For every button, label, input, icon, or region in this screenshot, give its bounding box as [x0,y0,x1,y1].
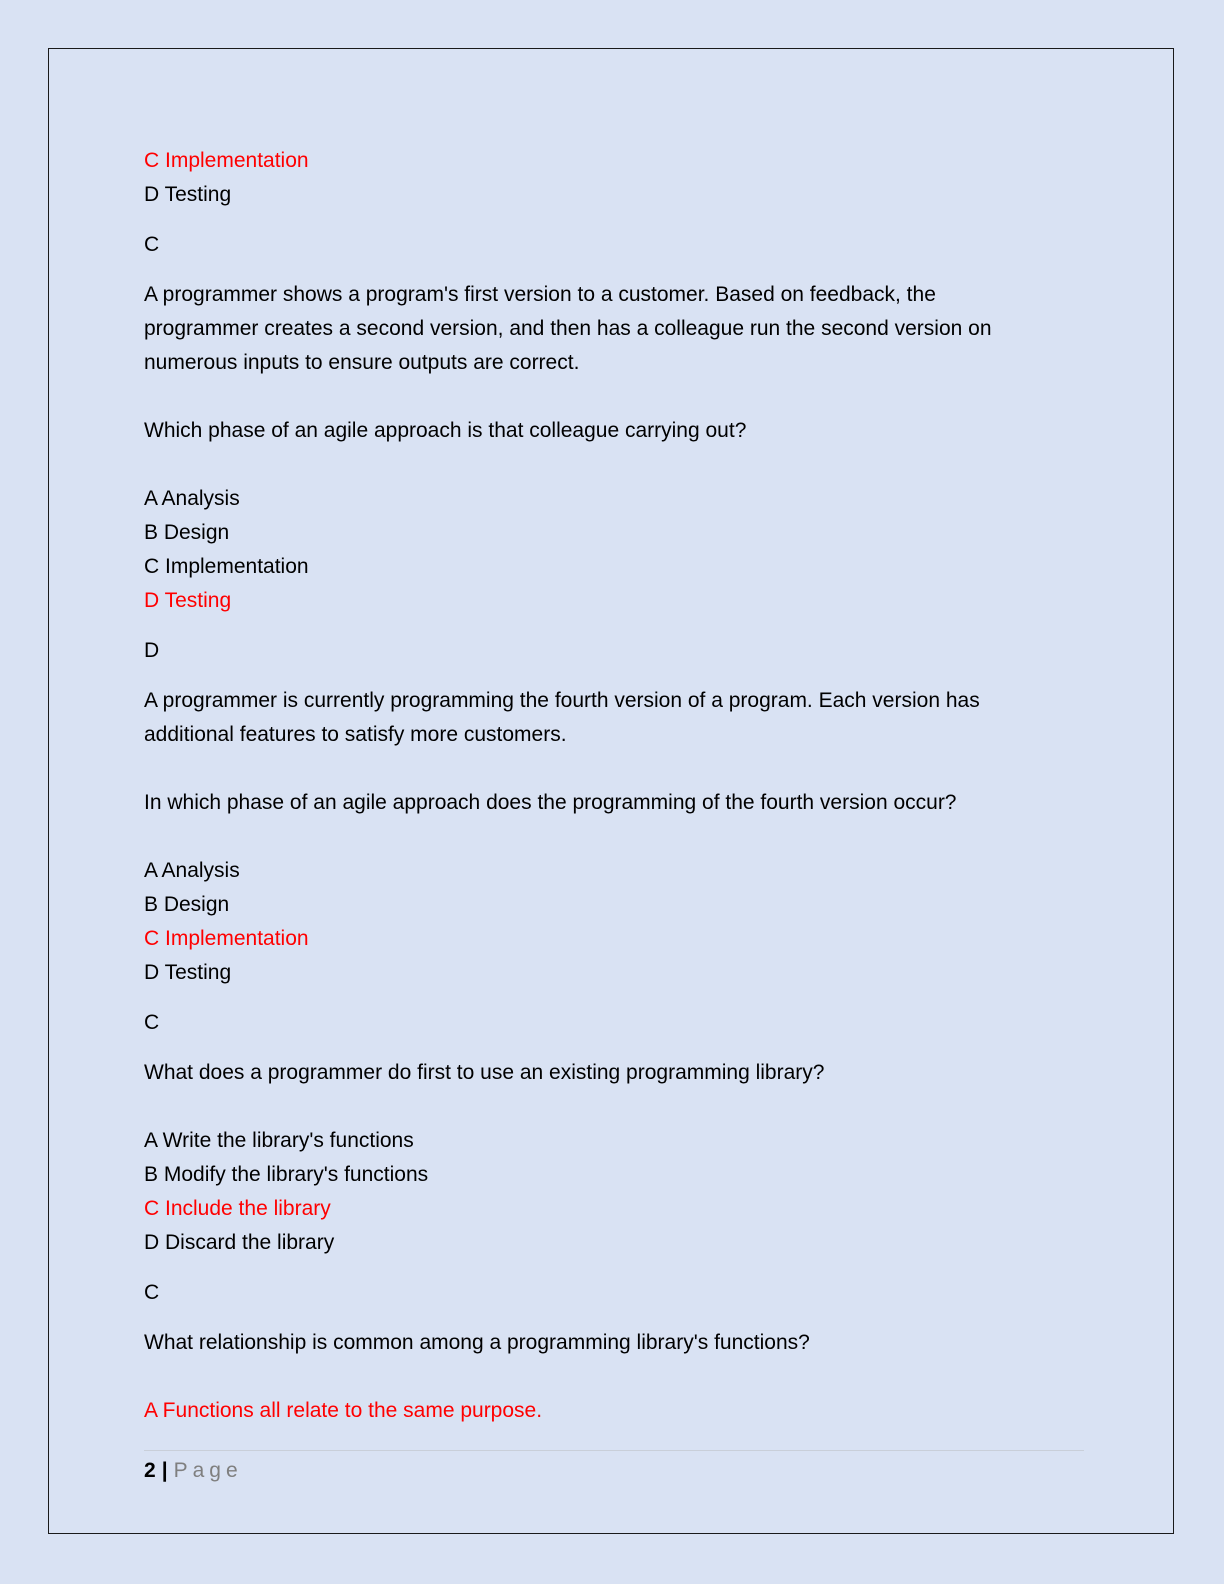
option-correct: C Implementation [144,149,309,172]
option-correct: C Implementation [144,927,309,950]
answer-key: C [144,233,160,256]
option-correct: A Functions all relate to the same purpose. [144,1399,543,1422]
option: D Testing [144,961,232,984]
option: D Testing [144,183,232,206]
question-text: additional features to satisfy more customers. [144,723,567,746]
page-label: Page [173,1459,243,1482]
question-prompt: In which phase of an agile approach does the programming of the fourth version occur? [144,791,957,814]
option: D Discard the library [144,1231,335,1254]
option: C Implementation [144,555,309,578]
option: A Analysis [144,859,240,882]
page-footer [144,1454,243,1488]
answer-key: C [144,1011,160,1034]
page-number: 2 [144,1459,156,1482]
footer-divider [144,1450,1084,1451]
question-text: programmer creates a second version, and then has a colleague run the second version on [144,317,992,340]
question-text: A programmer is currently programming the fourth version of a program. Each version has [144,689,980,712]
option: A Analysis [144,487,240,510]
answer-key: C [144,1281,160,1304]
footer-separator: | [161,1459,168,1482]
question-prompt: What does a programmer do first to use an existing programming library? [144,1061,825,1084]
document-body [144,144,1084,1428]
answer-key: D [144,639,160,662]
option: B Modify the library's functions [144,1163,429,1186]
option: A Write the library's functions [144,1129,414,1152]
question-prompt: What relationship is common among a programming library's functions? [144,1331,810,1354]
question-text: A programmer shows a program's first version to a customer. Based on feedback, the [144,283,936,306]
option-correct: D Testing [144,589,232,612]
option: B Design [144,521,230,544]
question-prompt: Which phase of an agile approach is that colleague carrying out? [144,419,747,442]
option: B Design [144,893,230,916]
question-text: numerous inputs to ensure outputs are correct. [144,351,580,374]
option-correct: C Include the library [144,1197,331,1220]
